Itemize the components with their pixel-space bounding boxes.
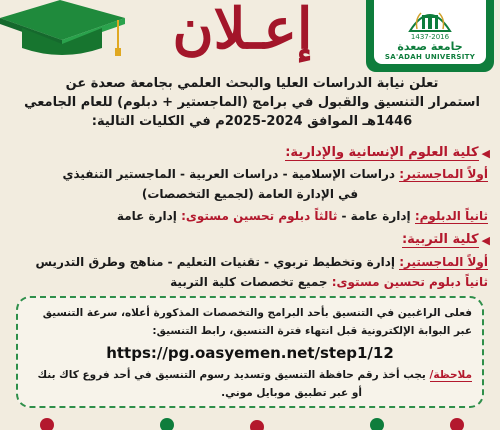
logo-years: 1437-2016 <box>410 33 450 41</box>
masters-label: أولاً الماجستير: <box>399 255 488 269</box>
note-text: يجب أخذ رقم حافظة التنسيق وتسديد رسوم التنسيق في أحد فروع كاك بنك <box>37 369 430 381</box>
humanities-diploma-line <box>117 208 488 224</box>
notice-box <box>16 296 484 408</box>
humanities-masters-line <box>62 166 488 182</box>
graduation-cap-icon <box>0 0 130 60</box>
note-label: ملاحظة/ <box>429 369 472 381</box>
diploma-label: ثانياً الدبلوم: <box>414 209 488 223</box>
diploma-label: ثانياً دبلوم تحسين مستوى: <box>331 275 488 289</box>
decor-dot <box>40 418 54 430</box>
diploma-programs: إدارة عامة - <box>337 209 415 223</box>
diploma2-label: ثالثاً دبلوم تحسين مستوى: <box>181 209 338 223</box>
registration-link[interactable]: https://pg.oasyemen.net/step1/12 <box>106 344 394 362</box>
diploma-programs: جميع تخصصات كلية التربية <box>170 275 332 289</box>
intro-line-1: تعلن نيابة الدراسات العليا والبحث العلمي بجامعة صعدة عن <box>65 76 439 91</box>
section-heading-education <box>402 232 490 248</box>
section-arrow-icon: ◀ <box>481 146 490 160</box>
university-emblem-icon <box>405 5 455 33</box>
notice-line-2: عبر البوابة الإلكترونية قبل انتهاء فترة التنسيق، رابط التنسيق: <box>152 325 472 337</box>
footer-decoration <box>0 412 500 430</box>
masters-programs: دراسات الإسلامية - دراسات العربية - الماجستير التنفيذي <box>62 167 400 181</box>
intro-paragraph <box>22 74 482 131</box>
intro-line-2: استمرار التنسيق والقبول في برامج (الماجستير + دبلوم) للعام الجامعي <box>24 95 480 110</box>
university-logo <box>366 0 494 72</box>
decor-dot <box>250 420 264 430</box>
masters-programs: إدارة وتخطيط تربوي - تقنيات التعليم - مناهج وطرق التدريس <box>35 255 400 269</box>
humanities-masters-cont: في الإدارة العامة (لجميع التخصصات) <box>141 187 359 201</box>
decor-dot <box>160 418 174 430</box>
education-diploma-line <box>170 274 488 290</box>
notice-line-1: فعلى الراغبين في التنسيق بأحد البرامج والتخصصات المذكورة أعلاه، سرعة التنسيق <box>42 307 472 319</box>
logo-name-english: SA'ADAH UNIVERSITY <box>384 53 476 61</box>
masters-label: أولاً الماجستير: <box>399 167 488 181</box>
diploma2-programs: إدارة عامة <box>116 209 182 223</box>
education-masters-line <box>35 254 488 270</box>
notice-note-cont: أو عبر تطبيق موبايل موني. <box>221 387 362 399</box>
logo-panel <box>374 0 486 64</box>
decor-dot <box>370 418 384 430</box>
logo-name-arabic: جامعة صعدة <box>397 40 463 53</box>
notice-note-line <box>38 368 473 382</box>
section-heading-text: كلية التربية: <box>401 232 479 247</box>
intro-line-3: 1446هـ الموافق 2024-2025م في الكليات التالية: <box>91 114 413 129</box>
section-arrow-icon: ◀ <box>481 233 490 247</box>
section-heading-humanities <box>285 145 490 161</box>
decor-dot <box>450 418 464 430</box>
section-heading-text: كلية العلوم الإنسانية والإدارية: <box>285 145 479 160</box>
announcement-title: إعـلان <box>172 0 313 62</box>
